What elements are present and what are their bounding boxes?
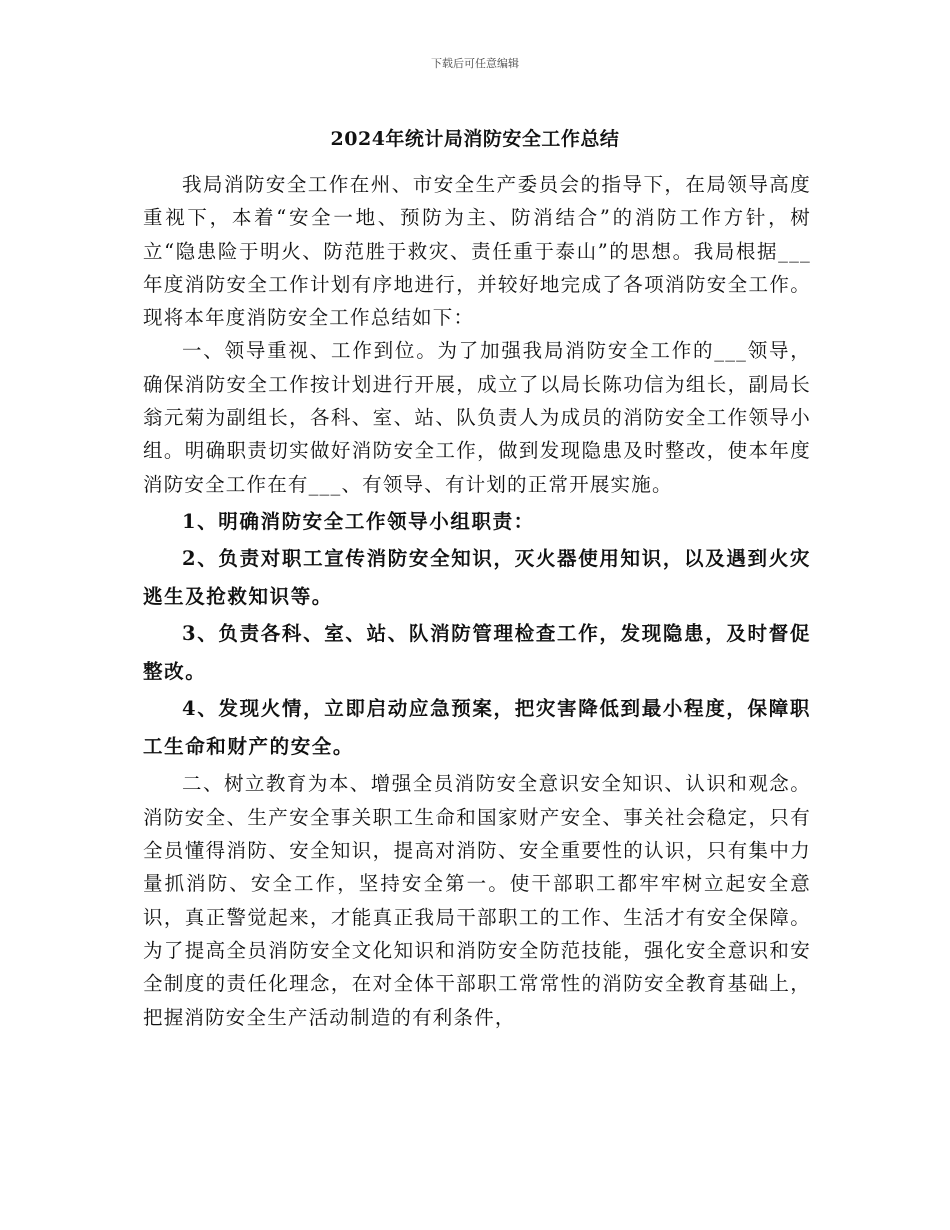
paragraph-section-one: 一、领导重视、工作到位。为了加强我局消防安全工作的___领导，确保消防安全工作按计划进行开展，成立了以局长陈功信为组长，副局长翁元菊为副组长，各科、室、站、队负责人为成员的消防安全工作领导小组。明确职责切实做好消防安全工作，做到发现隐患及时整改，使本年度消防安全工作在有___、有领导、有计划的正常开展实施。 [143, 339, 811, 496]
paragraph-duty-4: 4、发现火情，立即启动应急预案，把灾害降低到最小程度，保障职工生命和财产的安全。 [143, 697, 811, 758]
document-body [143, 168, 811, 1034]
paragraph-section-two: 二、树立教育为本、增强全员消防安全意识安全知识、认识和观念。消防安全、生产安全事关职工生命和国家财产安全、事关社会稳定，只有全员懂得消防、安全知识，提高对消防、安全重要性的认识，只有集中力量抓消防、安全工作，坚持安全第一。使干部职工都牢牢树立起安全意识，真正警觉起来，才能真正我局干部职工的工作、生活才有安全保障。为了提高全员消防安全文化知识和消防安全防范技能，强化安全意识和安全制度的责任化理念，在对全体干部职工常常性的消防安全教育基础上，把握消防安全生产活动制造的有利条件， [143, 772, 811, 1029]
document-title: 2024年统计局消防安全工作总结 [330, 128, 620, 150]
paragraph-duty-1: 1、明确消防安全工作领导小组职责： [182, 509, 535, 533]
header-note: 下载后可任意编辑 [431, 57, 519, 70]
paragraph-intro: 我局消防安全工作在州、市安全生产委员会的指导下，在局领导高度重视下，本着“安全一地、预防为主、防消结合”的消防工作方针，树立“隐患险于明火、防范胜于救灾、责任重于泰山”的思想。我局根据___年度消防安全工作计划有序地进行，并较好地完成了各项消防安全工作。现将本年度消防安全工作总结如下： [143, 173, 811, 330]
paragraph-duty-2: 2、负责对职工宣传消防安全知识，灭火器使用知识，以及遇到火灾逃生及抢救知识等。 [143, 547, 811, 608]
paragraph-duty-3: 3、负责各科、室、站、队消防管理检查工作，发现隐患，及时督促整改。 [143, 622, 811, 683]
